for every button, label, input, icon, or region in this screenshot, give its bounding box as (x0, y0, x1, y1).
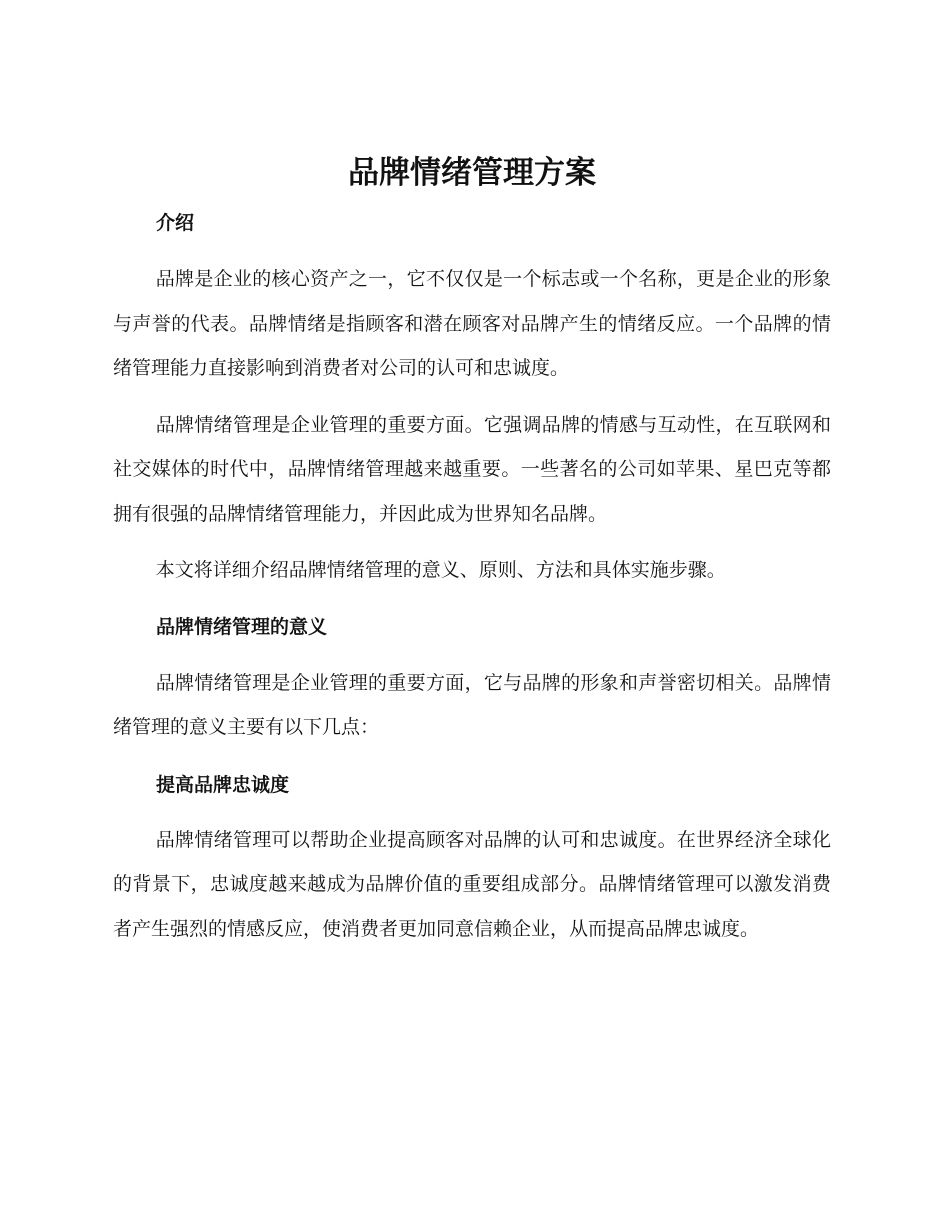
section-heading-introduction: 介绍 (156, 212, 195, 234)
significance-paragraph: 品牌情绪管理是企业管理的重要方面，它与品牌的形象和声誉密切相关。品牌情绪管理的意义主要有以下几点： (113, 671, 831, 738)
introduction-paragraph: 本文将详细介绍品牌情绪管理的意义、原则、方法和具体实施步骤。 (155, 559, 726, 581)
introduction-paragraph: 品牌是企业的核心资产之一，它不仅仅是一个标志或一个名称，更是企业的形象与声誉的代表。品牌情绪是指顾客和潜在顾客对品牌产生的情绪反应。一个品牌的情绪管理能力直接影响到消费者对公司的认可和忠诚度。 (113, 268, 831, 379)
page-title: 品牌情绪管理方案 (348, 155, 596, 191)
brand-loyalty-paragraph: 品牌情绪管理可以帮助企业提高顾客对品牌的认可和忠诚度。在世界经济全球化的背景下，忠诚度越来越成为品牌价值的重要组成部分。品牌情绪管理可以激发消费者产生强烈的情感反应，使消费者更加同意信赖企业，从而提高品牌忠诚度。 (113, 828, 831, 940)
document-body (113, 150, 831, 951)
section-heading-brand-loyalty: 提高品牌忠诚度 (156, 773, 290, 796)
introduction-paragraph: 品牌情绪管理是企业管理的重要方面。它强调品牌的情感与互动性，在互联网和社交媒体的时代中，品牌情绪管理越来越重要。一些著名的公司如苹果、星巴克等都拥有很强的品牌情绪管理能力，并因此成为世界知名品牌。 (113, 413, 831, 525)
section-heading-significance: 品牌情绪管理的意义 (156, 615, 328, 638)
